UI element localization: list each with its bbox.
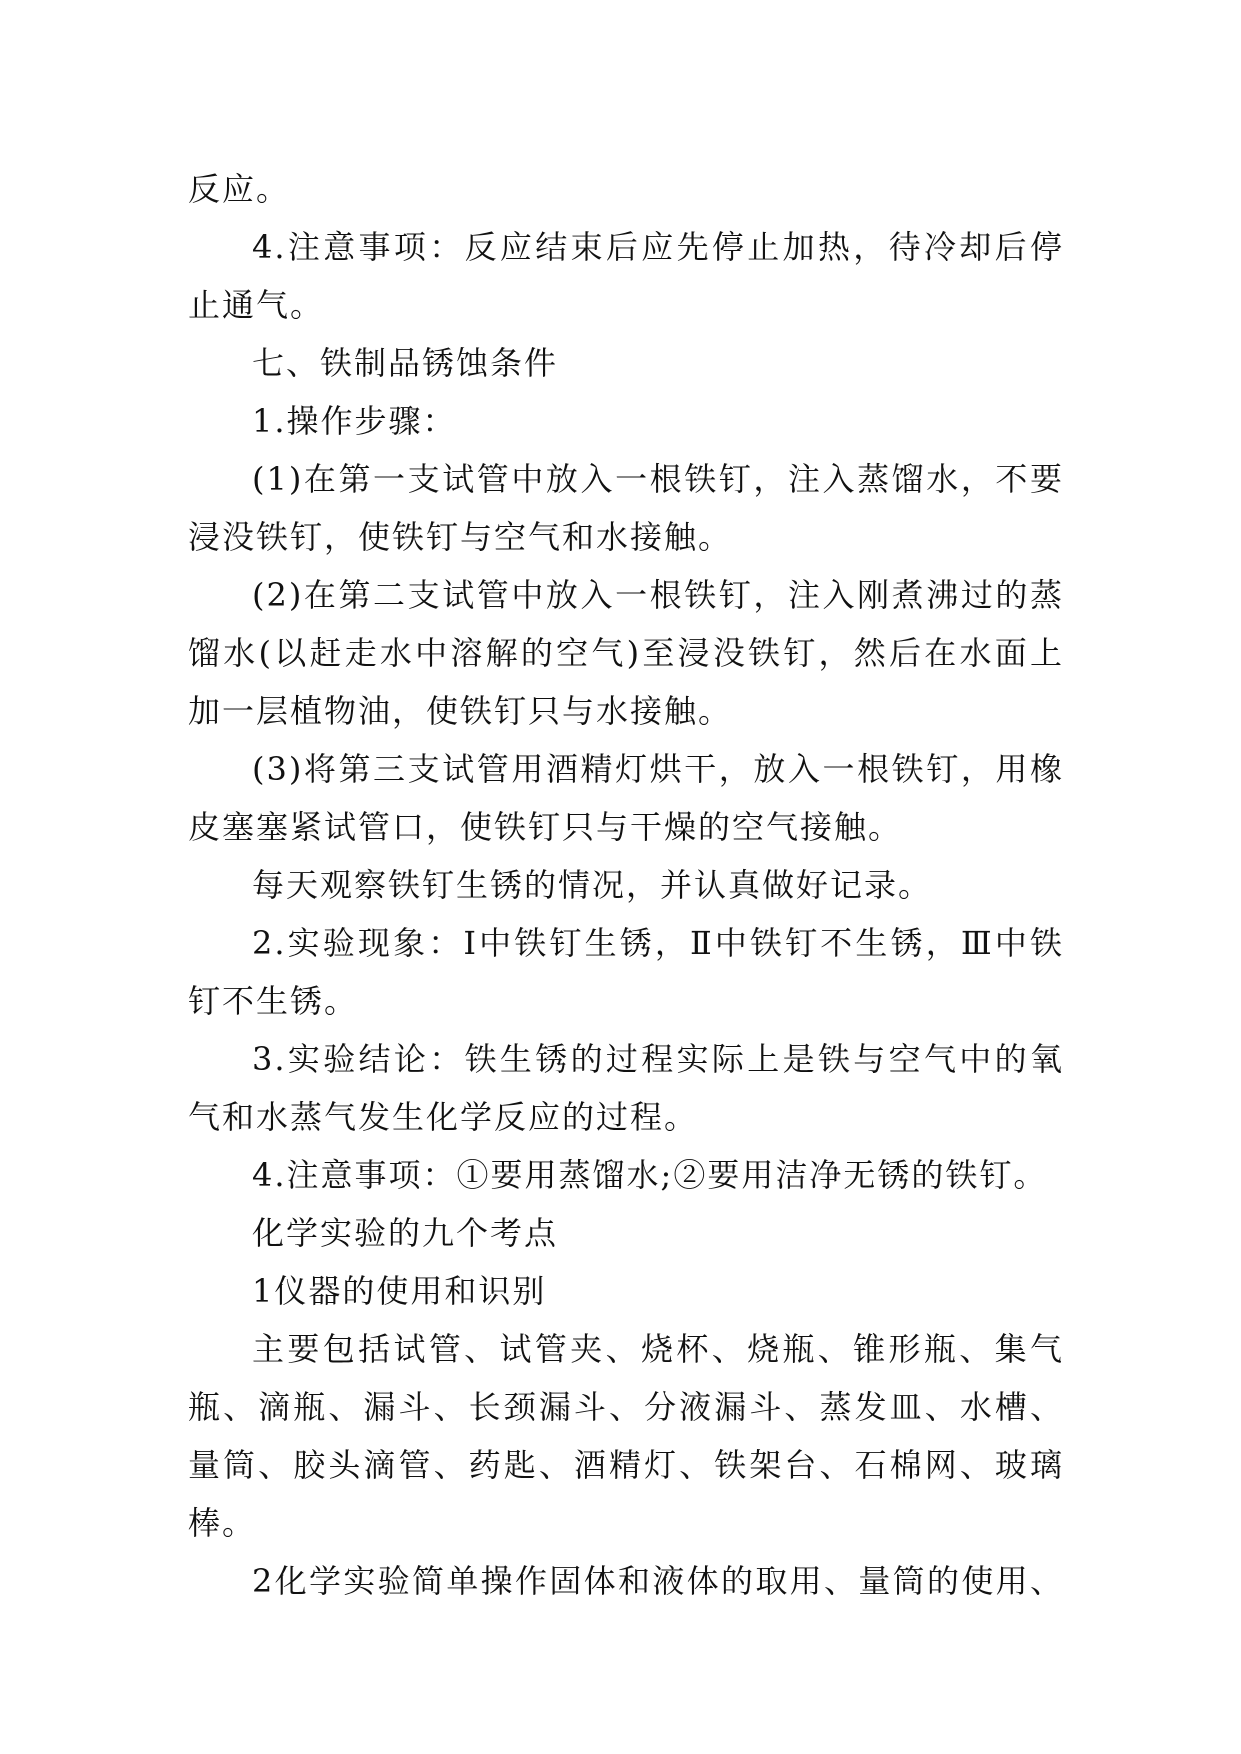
paragraph-note-4-rust: 4.注意事项：①要用蒸馏水;②要用洁净无锈的铁钉。 bbox=[252, 1156, 1048, 1194]
paragraph-phenomenon: 2.实验现象：Ⅰ中铁钉生锈，Ⅱ中铁钉不生锈，Ⅲ中铁钉不生锈。 bbox=[188, 924, 1064, 1020]
paragraph-step-1: (1)在第一支试管中放入一根铁钉，注入蒸馏水，不要浸没铁钉，使铁钉与空气和水接触。 bbox=[188, 460, 1064, 556]
paragraph-point-1-heading: 1仪器的使用和识别 bbox=[252, 1272, 547, 1310]
paragraph-steps-heading: 1.操作步骤： bbox=[252, 402, 457, 440]
paragraph-step-3: (3)将第三支试管用酒精灯烘干，放入一根铁钉，用橡皮塞塞紧试管口，使铁钉只与干燥的空气接触。 bbox=[188, 750, 1064, 846]
paragraph-instrument-list: 主要包括试管、试管夹、烧杯、烧瓶、锥形瓶、集气瓶、滴瓶、漏斗、长颈漏斗、分液漏斗、蒸发皿、水槽、量筒、胶头滴管、药匙、酒精灯、铁架台、石棉网、玻璃棒。 bbox=[188, 1330, 1064, 1542]
paragraph-point-2: 2化学实验简单操作固体和液体的取用、量筒的使用、 bbox=[252, 1562, 1064, 1600]
document-body bbox=[188, 160, 1064, 1610]
paragraph-daily-observation: 每天观察铁钉生锈的情况，并认真做好记录。 bbox=[252, 866, 933, 904]
paragraph-conclusion: 3.实验结论：铁生锈的过程实际上是铁与空气中的氧气和水蒸气发生化学反应的过程。 bbox=[188, 1040, 1064, 1136]
paragraph-step-2: (2)在第二支试管中放入一根铁钉，注入刚煮沸过的蒸馏水(以赶走水中溶解的空气)至浸没铁钉，然后在水面上加一层植物油，使铁钉只与水接触。 bbox=[188, 576, 1064, 730]
paragraph-continuation: 反应。 bbox=[188, 170, 291, 208]
section-heading-rust-conditions: 七、铁制品锈蚀条件 bbox=[252, 344, 559, 382]
section-heading-nine-points: 化学实验的九个考点 bbox=[252, 1214, 559, 1252]
paragraph-note-4-reduction: 4.注意事项：反应结束后应先停止加热，待冷却后停止通气。 bbox=[188, 228, 1064, 324]
